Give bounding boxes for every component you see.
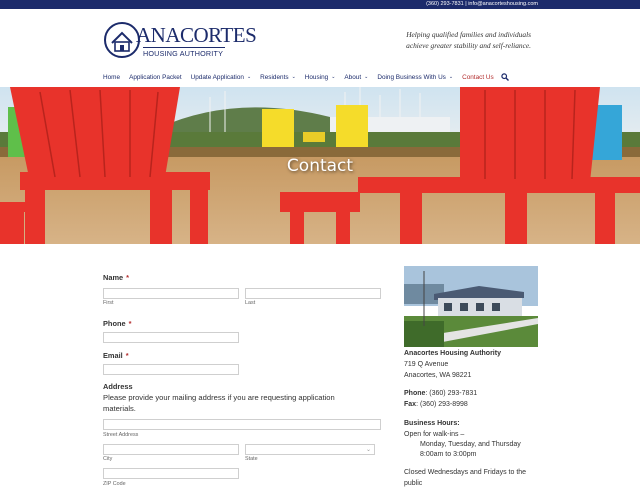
city-sublabel: City xyxy=(103,456,113,462)
main-nav xyxy=(103,71,509,83)
street-address-sublabel: Street Address xyxy=(103,432,139,438)
nav-contact-us[interactable] xyxy=(462,74,494,81)
nav-label: Update Application xyxy=(190,73,244,81)
phone-label xyxy=(103,319,131,328)
chevron-down-icon: ⌄ xyxy=(448,74,454,80)
nav-about[interactable] xyxy=(344,74,368,81)
hours-line-1: Open for walk-ins – xyxy=(404,431,465,438)
nav-label: Housing xyxy=(304,73,329,81)
nav-label: Residents xyxy=(260,73,289,81)
state-sublabel: State xyxy=(245,456,258,462)
chevron-down-icon: ⌄ xyxy=(365,447,371,453)
nav-label: Doing Business With Us xyxy=(377,73,446,81)
closed-line-1: Closed Wednesdays and Fridays to the xyxy=(404,469,527,476)
top-bar-separator: | xyxy=(465,1,467,7)
street-address-input[interactable] xyxy=(103,419,381,430)
fax-info-label: Fax xyxy=(404,401,417,408)
closed-line-2: public xyxy=(404,480,423,487)
phone-input[interactable] xyxy=(103,332,239,343)
first-name-sublabel: First xyxy=(103,300,114,306)
address-label: Address xyxy=(103,382,133,391)
tagline-line-2: achieve greater stability and self-reliance. xyxy=(406,40,531,50)
email-input[interactable] xyxy=(103,364,239,375)
business-hours-title: Business Hours: xyxy=(404,420,460,427)
phone-info xyxy=(404,388,477,399)
chevron-down-icon: ⌄ xyxy=(246,74,252,80)
fax-info xyxy=(404,399,468,410)
office-building-image xyxy=(404,266,538,347)
search-icon[interactable] xyxy=(501,73,509,81)
nav-label: Application Packet xyxy=(129,73,182,81)
fax-info-value: : (360) 293-8998 xyxy=(416,401,468,408)
phone-info-value[interactable]: : (360) 293-7831 xyxy=(425,390,478,397)
name-label xyxy=(103,273,129,282)
nav-update-application[interactable] xyxy=(191,74,252,81)
last-name-sublabel: Last xyxy=(245,300,256,306)
nav-housing[interactable] xyxy=(305,74,336,81)
last-name-input[interactable] xyxy=(245,288,381,299)
site-logo[interactable] xyxy=(103,21,257,61)
chevron-down-icon: ⌄ xyxy=(331,74,336,80)
office-photo xyxy=(404,266,538,347)
chevron-down-icon: ⌄ xyxy=(364,74,369,80)
email-label xyxy=(103,351,129,360)
address-description-line-2: materials. xyxy=(103,404,136,413)
phone-info-label: Phone xyxy=(404,390,426,397)
address-description xyxy=(103,392,383,414)
top-bar-contact xyxy=(426,0,538,9)
page-title: Contact xyxy=(286,156,354,176)
nav-application-packet[interactable] xyxy=(129,74,182,81)
address-line-2: Anacortes, WA 98221 xyxy=(404,372,472,379)
nav-label: Contact Us xyxy=(462,73,494,81)
top-bar xyxy=(0,0,640,9)
hero-banner xyxy=(0,87,640,244)
address-line-1: 719 Q Avenue xyxy=(404,361,449,368)
state-select[interactable] xyxy=(245,444,375,455)
first-name-input[interactable] xyxy=(103,288,239,299)
tagline-line-1: Helping qualified families and individuals xyxy=(406,30,531,39)
nav-label: Home xyxy=(103,73,121,81)
required-mark: * xyxy=(125,351,129,360)
hours-line-3: 8:00am to 3:00pm xyxy=(420,451,477,458)
phone-label-text: Phone xyxy=(103,319,126,328)
required-mark: * xyxy=(128,319,132,328)
logo-title: ANACORTES xyxy=(136,23,257,47)
email-label-text: Email xyxy=(103,351,123,360)
address-description-line-1: Please provide your mailing address if you are requesting application xyxy=(103,393,335,402)
zip-code-input[interactable] xyxy=(103,468,239,479)
city-input[interactable] xyxy=(103,444,239,455)
top-bar-phone[interactable]: (360) 293-7831 xyxy=(426,1,464,7)
top-bar-email[interactable]: info@anacorteshousing.com xyxy=(468,1,538,7)
nav-residents[interactable] xyxy=(260,74,296,81)
hours-line-2: Monday, Tuesday, and Thursday xyxy=(420,441,521,448)
required-mark: * xyxy=(126,273,130,282)
name-label-text: Name xyxy=(103,273,124,282)
tagline xyxy=(381,30,531,51)
chevron-down-icon: ⌄ xyxy=(291,74,296,80)
nav-home[interactable] xyxy=(103,74,120,81)
nav-label: About xyxy=(344,73,362,81)
org-name: Anacortes Housing Authority xyxy=(404,350,501,357)
nav-doing-business[interactable] xyxy=(377,74,453,81)
zip-code-sublabel: ZIP Code xyxy=(103,481,126,487)
logo-subtitle: HOUSING AUTHORITY xyxy=(143,49,224,58)
